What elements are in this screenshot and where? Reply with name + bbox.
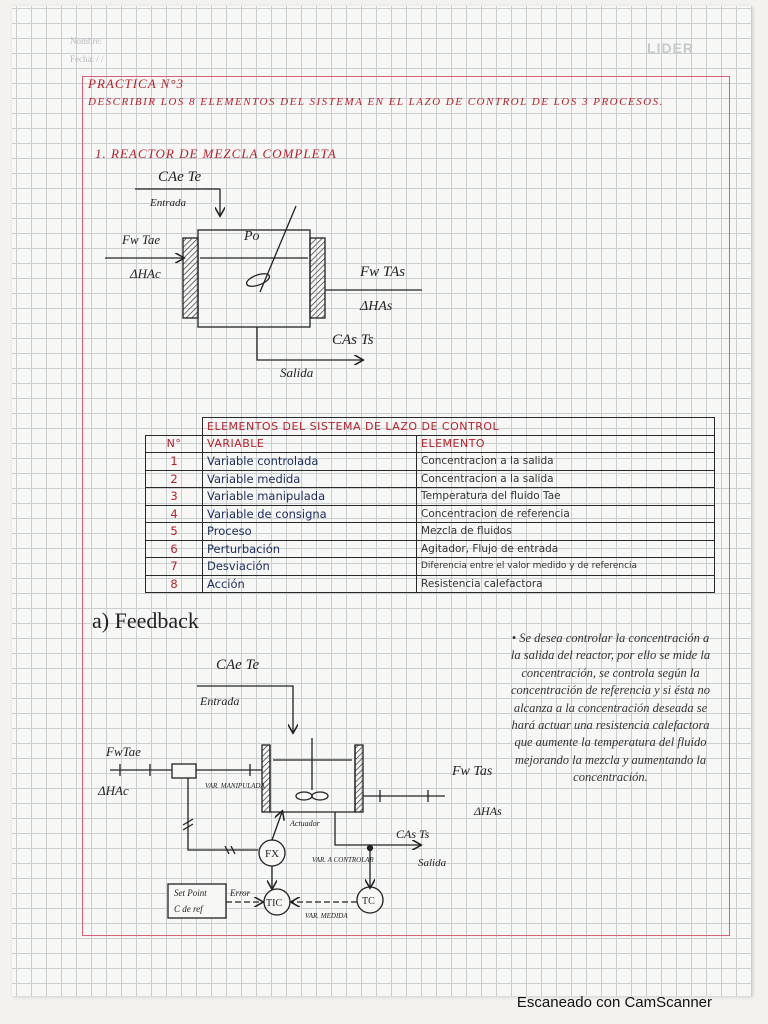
fb-jacket-right	[355, 745, 363, 812]
fb-signal-marks	[183, 819, 235, 854]
row-num: 1	[146, 453, 203, 471]
table-row	[146, 488, 715, 506]
row-variable: Variable de consigna	[203, 505, 417, 523]
row-variable: Acción	[203, 575, 417, 593]
row-num: 3	[146, 488, 203, 506]
row-element: Diferencia entre el valor medido y de referencia	[417, 558, 715, 576]
fb-inlet-label: Entrada	[200, 694, 240, 708]
row-variable: Variable manipulada	[203, 488, 417, 506]
fb-outlet-text: Salida	[418, 857, 447, 869]
fb-measure-node	[368, 846, 373, 851]
practice-title: PRACTICA N°3	[88, 76, 185, 91]
row-element: Temperatura del fluido Tae	[417, 488, 715, 506]
feedback-drawing	[110, 686, 445, 918]
section-title: 1. REACTOR DE MEZCLA COMPLETA	[95, 146, 337, 161]
row-num: 4	[146, 505, 203, 523]
row-variable: Proceso	[203, 523, 417, 541]
reactor-feed-label: CAe Te	[158, 169, 202, 185]
heating-jacket-left	[183, 238, 198, 318]
fb-right-flow-bottom: ΔHAs	[474, 804, 502, 818]
scanner-watermark: Escaneado con CamScanner	[516, 994, 712, 1011]
table-row	[146, 540, 715, 558]
table-caption: ELEMENTOS DEL SISTEMA DE LAZO DE CONTROL	[203, 418, 715, 436]
feedback-title: a) Feedback	[92, 608, 199, 633]
row-element: Resistencia calefactora	[417, 575, 715, 593]
reactor-inlet-label: Entrada	[150, 197, 187, 209]
fb-actuator-label: Actuador	[290, 819, 320, 828]
table-row	[146, 470, 715, 488]
table-row	[146, 575, 715, 593]
row-variable: Desviación	[203, 558, 417, 576]
fb-agitator-blade-right	[312, 792, 328, 800]
control-elements-table	[145, 417, 715, 593]
row-variable: Perturbación	[203, 540, 417, 558]
row-variable: Variable controlada	[203, 453, 417, 471]
table-row	[146, 558, 715, 576]
fb-error-label: Error	[230, 888, 251, 898]
row-num: 7	[146, 558, 203, 576]
reactor-agitator-label: Po	[244, 229, 260, 244]
table-header-row	[146, 435, 715, 453]
notebook-brand-logo: LIDER	[647, 40, 694, 56]
fb-var-controlled-label: VAR. A CONTROLAR	[312, 856, 374, 864]
header-num: N°	[146, 435, 203, 453]
fb-left-flow-top: FwTae	[106, 744, 141, 759]
fb-tc-label: TC	[362, 896, 375, 907]
table-caption-row	[146, 418, 715, 436]
header-name-field: Nombre:	[70, 36, 102, 46]
row-num: 6	[146, 540, 203, 558]
reactor-left-flow-bottom: ΔHAc	[130, 266, 161, 281]
header-date-field: Fecha: / /	[70, 54, 104, 64]
table-row	[146, 453, 715, 471]
reactor-vessel	[198, 230, 310, 327]
header-element: ELEMENTO	[417, 435, 715, 453]
fb-feed-label: CAe Te	[216, 657, 260, 673]
fb-agitator-blade-left	[296, 792, 312, 800]
row-num: 5	[146, 523, 203, 541]
fb-right-flow-top: Fw Tas	[452, 764, 493, 779]
reactor-left-flow-top: Fw Tae	[122, 232, 161, 247]
fb-var-measured-label: VAR. MEDIDA	[305, 912, 348, 920]
heating-jacket-right	[310, 238, 325, 318]
row-element: Concentracion a la salida	[417, 470, 715, 488]
reactor-outlet-text: Salida	[280, 365, 314, 380]
agitator-shaft	[260, 206, 296, 292]
fb-tic-label: TIC	[266, 898, 283, 909]
table-row	[146, 523, 715, 541]
fb-outlet-label: CAs Ts	[396, 827, 430, 841]
fb-setpoint-line1: Set Point	[174, 888, 207, 898]
row-num: 2	[146, 470, 203, 488]
reactor-right-flow-top: Fw TAs	[360, 264, 406, 280]
fb-actuator-arrow	[272, 812, 282, 840]
feedback-explanation: • Se desea controlar la concentración a la salida del reactor, por ello se mide la concentración, se controla según la concentración de referencia y si ésta no alcanza a la concentración deseada se hará actuar una resistencia calefactora que aumente la temperatura del fluido mejorando la mezcla y aumentando la concentración.	[510, 631, 711, 785]
row-element: Concentracion de referencia	[417, 505, 715, 523]
row-element: Concentracion a la salida	[417, 453, 715, 471]
row-element: Agitador, Flujo de entrada	[417, 540, 715, 558]
agitator-blade	[245, 271, 271, 289]
reactor-right-flow-bottom: ΔHAs	[360, 299, 393, 314]
fb-fx-label: FX	[265, 848, 280, 860]
table-row	[146, 505, 715, 523]
row-element: Mezcla de fluidos	[417, 523, 715, 541]
fb-feed-line	[197, 686, 293, 732]
practice-description: DESCRIBIR LOS 8 ELEMENTOS DEL SISTEMA EN EL LAZO DE CONTROL DE LOS 3 PROCESOS.	[88, 96, 664, 108]
row-num: 8	[146, 575, 203, 593]
fb-manipulated-label: VAR. MANIPULADA	[205, 782, 265, 790]
fb-left-flow-bottom: ΔHAc	[98, 783, 129, 798]
reactor-outlet-label: CAs Ts	[332, 332, 374, 348]
header-variable: VARIABLE	[203, 435, 417, 453]
row-variable: Variable medida	[203, 470, 417, 488]
fb-setpoint-line2: C de ref	[174, 904, 203, 914]
fb-heater-box	[172, 764, 196, 778]
fb-jacket-left	[262, 745, 270, 812]
